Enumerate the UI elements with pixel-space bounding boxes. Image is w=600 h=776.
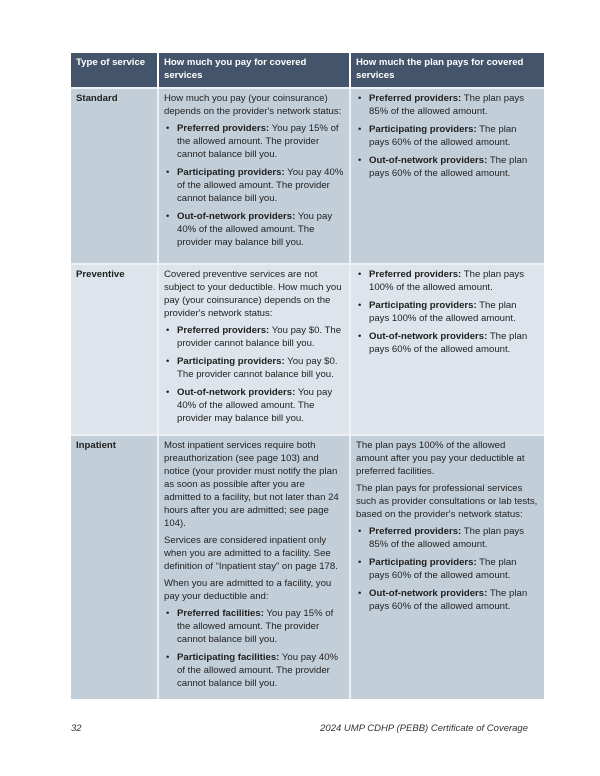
coverage-table xyxy=(71,53,544,699)
list-item: • Out-of-network providers: You pay 40% of the allowed amount. The provider may balance bill you. xyxy=(164,386,344,425)
list-item: • Participating providers: You pay 40% of the allowed amount. The provider cannot balance bill you. xyxy=(164,166,344,205)
you-pay-cell xyxy=(158,88,350,264)
service-type: Inpatient xyxy=(71,435,158,699)
header-type-of-service: Type of service xyxy=(71,53,158,88)
list-item: • Participating providers: The plan pays 60% of the allowed amount. xyxy=(356,123,539,149)
list-item: • Preferred providers: The plan pays 85% of the allowed amount. xyxy=(356,525,539,551)
list-item: • Participating providers: The plan pays 60% of the allowed amount. xyxy=(356,556,539,582)
cell-paragraph: The plan pays 100% of the allowed amount after you pay your deductible at preferred facilities. xyxy=(356,440,525,477)
list-item: • Out-of-network providers: The plan pays 60% of the allowed amount. xyxy=(356,154,539,180)
list-item: • Out-of-network providers: The plan pays 60% of the allowed amount. xyxy=(356,587,539,613)
you-pay-cell xyxy=(158,435,350,699)
table-row-preventive xyxy=(71,264,544,435)
list-item: • Participating providers: You pay $0. The provider cannot balance bill you. xyxy=(164,355,344,381)
bullet-list xyxy=(356,268,539,356)
cell-paragraph: Services are considered inpatient only when you are admitted to a facility. See definition of “Inpatient stay” on page 178. xyxy=(164,535,338,572)
you-pay-cell xyxy=(158,264,350,435)
plan-pays-cell xyxy=(350,88,544,264)
list-item: • Preferred providers: The plan pays 85% of the allowed amount. xyxy=(356,92,539,118)
service-type: Standard xyxy=(71,88,158,264)
cell-intro: Covered preventive services are not subject to your deductible. How much you pay (your coinsurance) depends on the provider's network status: xyxy=(164,269,342,319)
list-item: • Out-of-network providers: The plan pays 60% of the allowed amount. xyxy=(356,330,539,356)
header-plan-pays: How much the plan pays for covered services xyxy=(350,53,544,88)
bullet-list xyxy=(164,607,344,690)
cell-intro: How much you pay (your coinsurance) depends on the provider's network status: xyxy=(164,93,342,117)
plan-pays-cell xyxy=(350,435,544,699)
cell-paragraph: Most inpatient services require both preauthorization (see page 103) and notice (your provider must notify the plan as soon as possible after you are admitted to a facility, but not later than 24 hours after you are admitted; see page 104). xyxy=(164,440,339,529)
table-row-standard xyxy=(71,88,544,264)
list-item: • Preferred facilities: You pay 15% of the allowed amount. The provider cannot balance bill you. xyxy=(164,607,344,646)
list-item: • Out-of-network providers: You pay 40% of the allowed amount. The provider may balance bill you. xyxy=(164,210,344,249)
plan-pays-cell xyxy=(350,264,544,435)
bullet-list xyxy=(164,122,344,249)
bullet-list xyxy=(356,92,539,180)
list-item: • Participating providers: The plan pays 100% of the allowed amount. xyxy=(356,299,539,325)
document-title: 2024 UMP CDHP (PEBB) Certificate of Coverage xyxy=(320,723,528,734)
list-item: • Preferred providers: The plan pays 100% of the allowed amount. xyxy=(356,268,539,294)
bullet-list xyxy=(164,324,344,425)
list-item: • Preferred providers: You pay $0. The provider cannot balance bill you. xyxy=(164,324,344,350)
service-type: Preventive xyxy=(71,264,158,435)
list-item: • Preferred providers: You pay 15% of the allowed amount. The provider cannot balance bill you. xyxy=(164,122,344,161)
header-you-pay: How much you pay for covered services xyxy=(158,53,350,88)
table-header-row xyxy=(71,53,544,88)
page-number: 32 xyxy=(71,723,82,734)
cell-paragraph: When you are admitted to a facility, you pay your deductible and: xyxy=(164,578,332,602)
bullet-list xyxy=(356,525,539,613)
table-row-inpatient xyxy=(71,435,544,699)
cell-paragraph: The plan pays for professional services such as provider consultations or lab tests, based on the provider's network status: xyxy=(356,483,538,520)
list-item: • Participating facilities: You pay 40% of the allowed amount. The provider cannot balance bill you. xyxy=(164,651,344,690)
